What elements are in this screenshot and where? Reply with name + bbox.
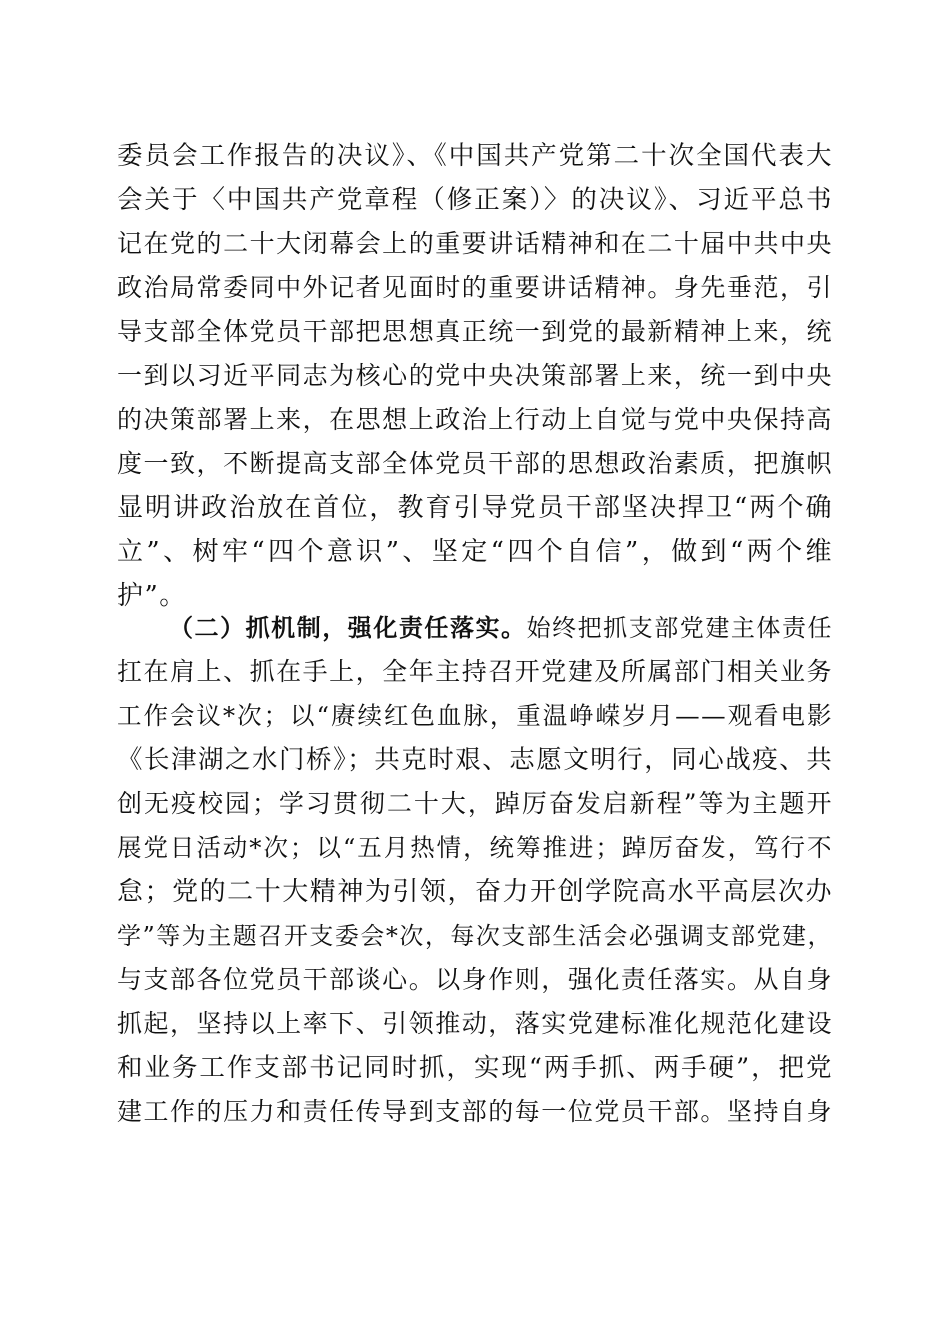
paragraph-line: 《长津湖之水门桥》；共克时艰、志愿文明行，同心战疫、共	[117, 745, 834, 775]
paragraph-line: 委员会工作报告的决议》、《中国共产党第二十次全国代表大	[117, 141, 833, 171]
paragraph-line: 创无疫校园；学习贯彻二十大，踔厉奋发启新程”等为主题开	[117, 789, 833, 818]
paragraph-1	[117, 134, 833, 618]
paragraph-line: 记在党的二十大闭幕会上的重要讲话精神和在二十届中共中央	[117, 229, 833, 258]
paragraph-line: 护”。	[117, 581, 187, 611]
paragraph-2	[117, 606, 833, 1134]
paragraph-line: 抓起，坚持以上率下、引领推动，落实党建标准化规范化建设	[117, 1009, 833, 1038]
paragraph-line: 度一致，不断提高支部全体党员干部的思想政治素质，把旗帜	[117, 449, 833, 478]
paragraph-line: 与支部各位党员干部谈心。以身作则，强化责任落实。从自身	[117, 965, 833, 994]
paragraph-first-line	[117, 606, 833, 650]
paragraph-line: 和业务工作支部书记同时抓，实现“两手抓、两手硬”，把党	[117, 1053, 833, 1083]
paragraph-line: 学”等为主题召开支委会*次，每次支部生活会必强调支部党建，	[117, 922, 833, 950]
paragraph-text: 始终把抓支部党建主体责任	[526, 614, 834, 642]
paragraph-line: 的决策部署上来，在思想上政治上行动上自觉与党中央保持高	[117, 405, 833, 434]
paragraph-line: 展党日活动*次；以“五月热情，统筹推进；踔厉奋发，笃行不	[117, 833, 833, 862]
paragraph-line: 一到以习近平同志为核心的党中央决策部署上来，统一到中央	[117, 361, 833, 390]
paragraph-line: 显明讲政治放在首位，教育引导党员干部坚决捍卫“两个确	[117, 493, 833, 523]
paragraph-line: 政治局常委同中外记者见面时的重要讲话精神。身先垂范，引	[117, 273, 833, 302]
paragraph-line: 立”、树牢“四个意识”、坚定“四个自信”，做到“两个维	[117, 537, 833, 567]
paragraph-line: 扛在肩上、抓在手上，全年主持召开党建及所属部门相关业务	[117, 657, 833, 686]
paragraph-line: 会关于〈中国共产党章程（修正案）〉的决议》、习近平总书	[117, 185, 833, 215]
paragraph-line: 怠；党的二十大精神为引领，奋力开创学院高水平高层次办	[117, 877, 833, 907]
paragraph-line: 建工作的压力和责任传导到支部的每一位党员干部。坚持自身	[117, 1097, 833, 1126]
paragraph-line: 工作会议*次；以“赓续红色血脉，重温峥嵘岁月——观看电影	[117, 701, 833, 730]
paragraph-line: 导支部全体党员干部把思想真正统一到党的最新精神上来，统	[117, 317, 833, 346]
section-heading: （二）抓机制，强化责任落实。	[169, 613, 527, 642]
